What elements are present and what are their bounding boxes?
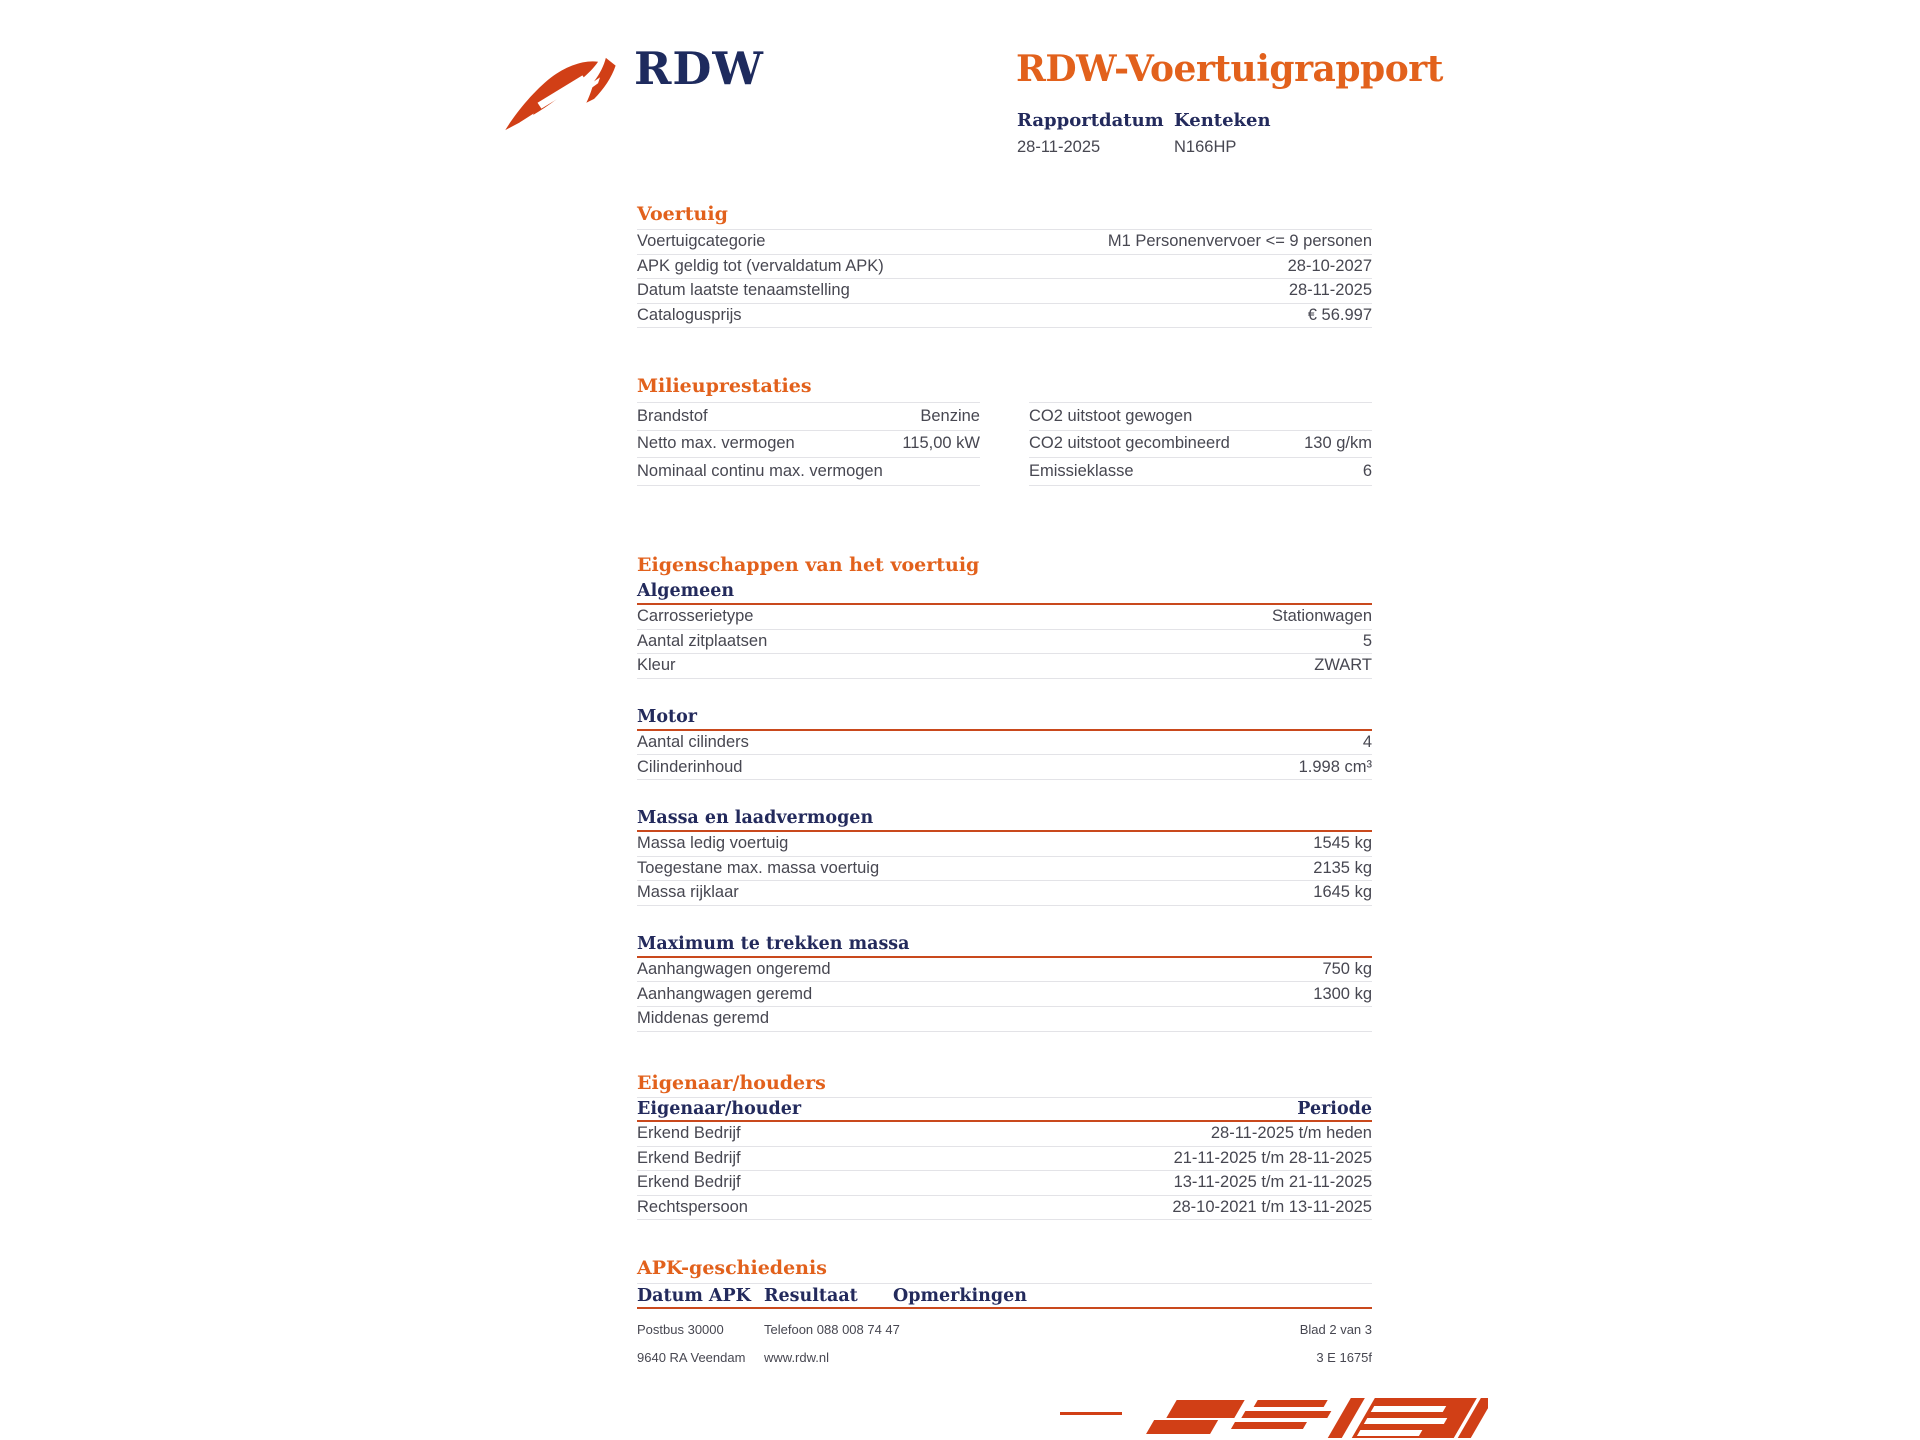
footer-line-1 [637,1322,1372,1337]
row-value: 6 [1362,461,1372,480]
column-header-resultaat: Resultaat [764,1285,858,1306]
row-label: Voertuigcategorie [637,232,766,251]
subsection-heading: Massa en laadvermogen [637,807,874,828]
row-value: 5 [1362,631,1372,650]
row-value: € 56.997 [1307,306,1372,325]
section-heading-voertuig: Voertuig [637,203,728,225]
row-value: 115,00 kW [902,434,980,453]
motor-table [637,731,1372,780]
row-label: Aantal cilinders [637,733,749,752]
row-label: Massa ledig voertuig [637,834,789,853]
footer-page-indicator: Blad 2 van 3 [1299,1322,1372,1337]
table-row [637,403,980,431]
license-plate-block [1174,110,1271,157]
row-label: Brandstof [637,406,708,425]
table-row [637,279,1372,304]
subsection-heading: Algemeen [637,581,735,601]
row-label: Erkend Bedrijf [637,1173,741,1192]
row-label: CO2 uitstoot gecombineerd [1029,434,1230,453]
column-header-period: Periode [1297,1099,1372,1119]
table-row [637,605,1372,630]
table-row [637,1147,1372,1172]
table-row [637,982,1372,1007]
row-value: 130 g/km [1304,434,1372,453]
row-value: 1300 kg [1313,984,1372,1003]
row-label: Emissieklasse [1029,461,1134,480]
subsection-massa [637,808,1372,906]
footer-address-line1: Postbus 30000 [637,1322,724,1337]
rdw-feather-logo-icon [498,52,620,134]
table-row [637,958,1372,983]
footer-website: www.rdw.nl [764,1350,830,1365]
table-row [637,755,1372,780]
row-label: Cilinderinhoud [637,757,743,776]
license-plate-value: N166HP [1174,138,1237,156]
section-milieuprestaties [637,375,1372,486]
table-row [637,731,1372,756]
milieu-right-table [1029,402,1372,486]
row-label: Toegestane max. massa voertuig [637,858,880,877]
section-heading-milieuprestaties: Milieuprestaties [637,375,812,397]
row-value: 28-11-2025 [1288,281,1372,300]
section-heading-eigenschappen: Eigenschappen van het voertuig [637,554,980,576]
section-eigenaar [637,1072,1372,1220]
rdw-logo-text: RDW [634,42,764,95]
milieu-tables [637,402,1372,486]
column-header-datum-apk: Datum APK [637,1285,751,1306]
table-row [637,255,1372,280]
report-date-value: 28-11-2025 [1017,138,1101,156]
subsection-motor [637,707,1372,780]
row-label: Netto max. vermogen [637,434,795,453]
row-label: Carrosserietype [637,607,754,626]
subsection-algemeen [637,581,1372,679]
page-footer [637,1322,1372,1378]
row-value: 21-11-2025 t/m 28-11-2025 [1173,1148,1372,1167]
table-row [637,230,1372,255]
massa-table [637,832,1372,906]
row-label: Catalogusprijs [637,306,742,325]
subsection-heading: Motor [637,706,698,727]
row-value: 1645 kg [1313,883,1372,902]
row-label: Middenas geremd [637,1009,770,1028]
subsection-trekken [637,934,1372,1032]
algemeen-table [637,605,1372,679]
license-plate-label: Kenteken [1174,110,1271,131]
row-value: 4 [1362,733,1372,752]
milieu-left-table [637,402,980,486]
row-value: 13-11-2025 t/m 21-11-2025 [1173,1173,1372,1192]
table-row [637,1122,1372,1147]
row-value: Stationwagen [1272,607,1372,626]
row-label: Erkend Bedrijf [637,1124,741,1143]
table-row [637,1171,1372,1196]
row-label: APK geldig tot (vervaldatum APK) [637,256,884,275]
row-label: Kleur [637,656,676,675]
row-label: Nominaal continu max. vermogen [637,461,883,480]
table-row [637,1007,1372,1032]
table-row [1029,431,1372,459]
row-label: Rechtspersoon [637,1198,748,1217]
row-value: 1.998 cm³ [1298,757,1372,776]
trekken-table [637,958,1372,1032]
table-row [637,1196,1372,1221]
table-row [637,881,1372,906]
row-value: 750 kg [1322,960,1372,979]
row-value: 28-10-2021 t/m 13-11-2025 [1172,1198,1372,1217]
row-label: CO2 uitstoot gewogen [1029,406,1193,425]
table-row [637,857,1372,882]
section-apk [637,1257,1372,1309]
report-date-block [1017,110,1164,157]
column-header-owner: Eigenaar/houder [637,1099,802,1119]
footer-address-line2: 9640 RA Veendam [637,1350,746,1365]
table-row [1029,458,1372,486]
section-heading-apk: APK-geschiedenis [637,1257,827,1279]
column-header-opmerkingen: Opmerkingen [893,1285,1027,1306]
table-row [1029,403,1372,431]
footer-line-2 [637,1350,1372,1365]
table-row [637,458,980,486]
footer-phone: Telefoon 088 008 74 47 [764,1322,900,1337]
report-date-label: Rapportdatum [1017,110,1164,131]
row-label: Aanhangwagen ongeremd [637,960,831,979]
table-row [637,832,1372,857]
row-value: 28-11-2025 t/m heden [1210,1124,1372,1143]
table-row [637,431,980,459]
row-value: 1545 kg [1313,834,1372,853]
row-value: Benzine [920,406,980,425]
row-value: ZWART [1314,656,1372,675]
row-label: Massa rijklaar [637,883,739,902]
section-voertuig [637,203,1372,328]
table-row [637,654,1372,679]
section-heading-eigenaar: Eigenaar/houders [637,1072,826,1094]
voertuig-table [637,229,1372,328]
rdw-flag-watermark-icon [1058,1396,1488,1440]
eigenaar-table [637,1122,1372,1220]
eigenaar-table-header [637,1097,1372,1122]
row-value: 2135 kg [1313,858,1372,877]
page-title: RDW-Voertuigrapport [1016,48,1443,90]
subsection-heading: Maximum te trekken massa [637,933,910,954]
row-value: M1 Personenvervoer <= 9 personen [1107,232,1372,251]
row-label: Erkend Bedrijf [637,1148,741,1167]
row-label: Datum laatste tenaamstelling [637,281,850,300]
row-label: Aantal zitplaatsen [637,631,768,650]
table-row [637,304,1372,329]
footer-doc-code: 3 E 1675f [1316,1350,1372,1365]
row-label: Aanhangwagen geremd [637,984,813,1003]
section-eigenschappen [637,554,1372,1032]
row-value: 28-10-2027 [1287,256,1372,275]
apk-table-header [637,1283,1372,1309]
table-row [637,630,1372,655]
